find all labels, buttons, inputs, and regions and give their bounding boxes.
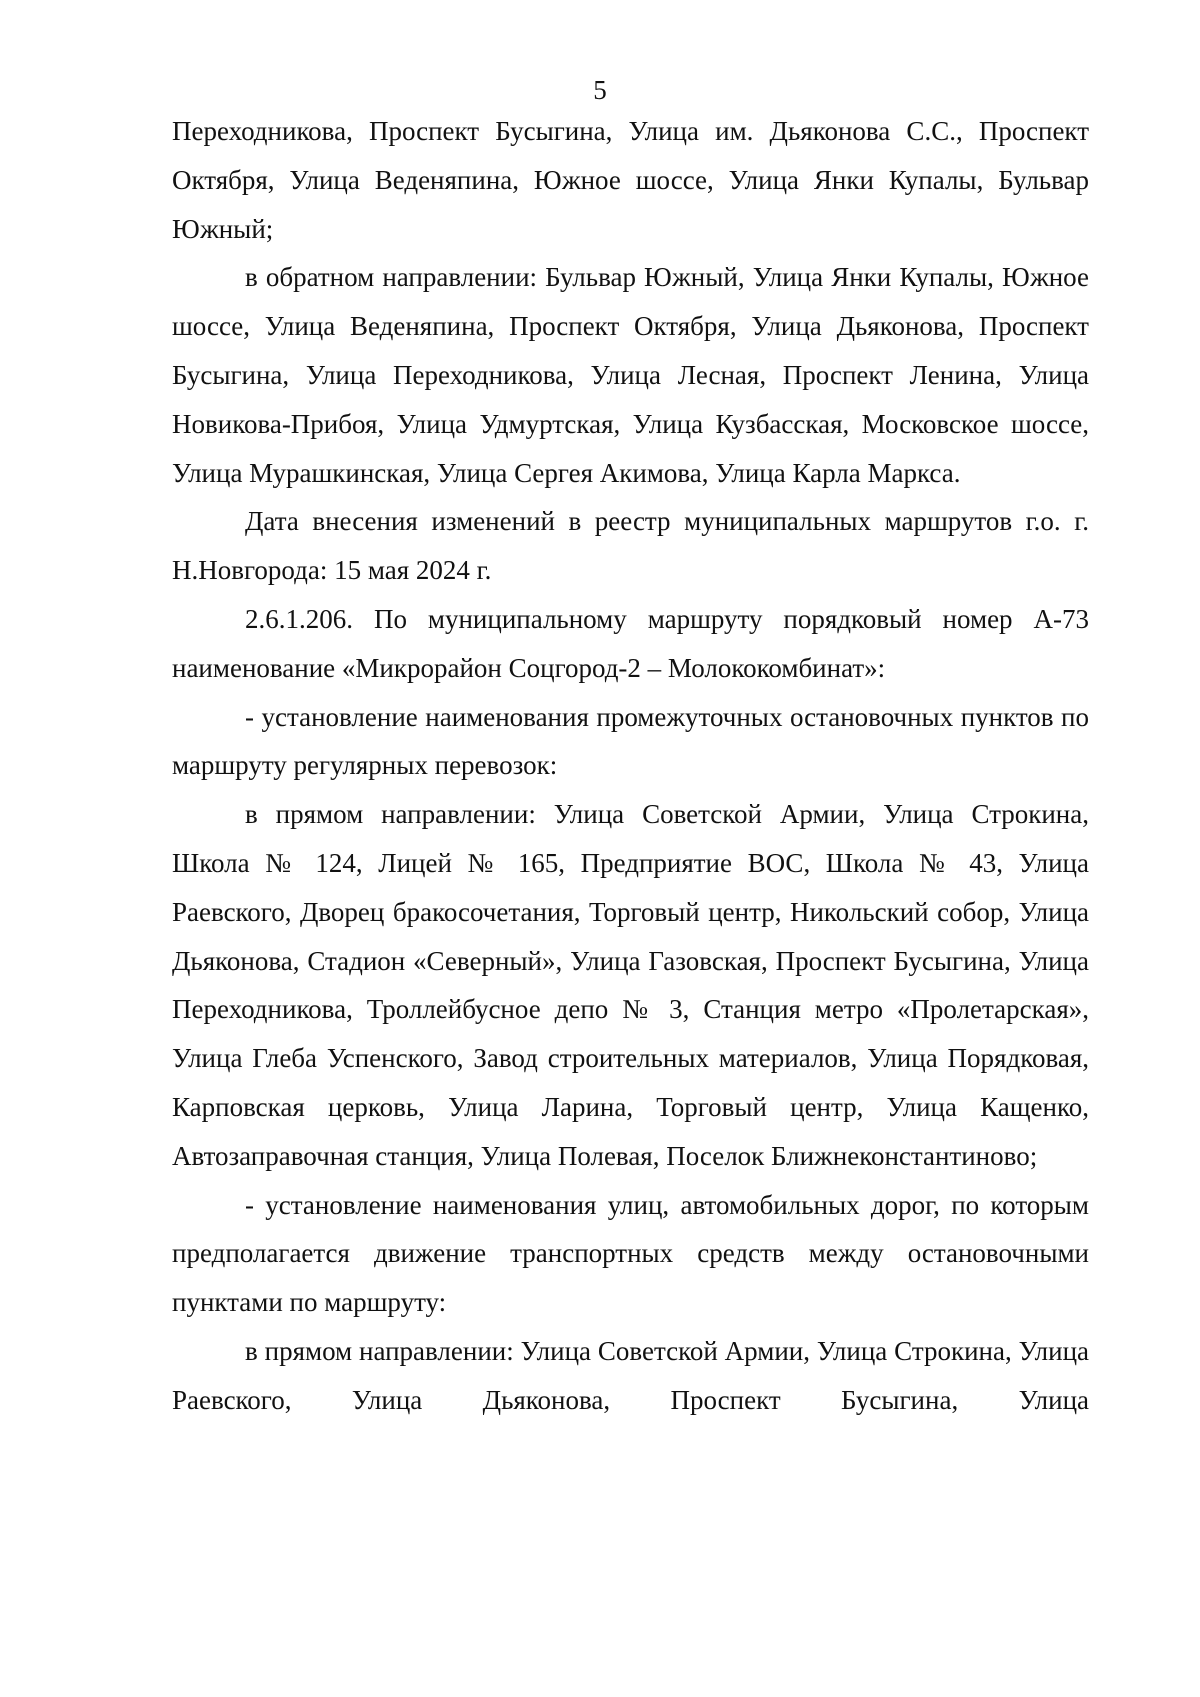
paragraph: Переходникова, Проспект Бусыгина, Улица им. Дьяконова С.С., Проспект Октября, Улица Веденяпина, Южное шоссе, Улица Янки Купалы, Бульвар Южный; (172, 116, 1089, 244)
paragraph: Дата внесения изменений в реестр муниципальных маршрутов г.о. г. Н.Новгорода: 15 мая 2024 г. (172, 506, 1089, 586)
page-number: 5 (593, 75, 607, 105)
paragraph: в обратном направлении: Бульвар Южный, Улица Янки Купалы, Южное шоссе, Улица Веденяпина, Проспект Октября, Улица Дьяконова, Проспект Бусыгина, Улица Переходникова, Улица Лесная, Проспект Ленина, Улица Новикова-Прибоя, Улица Удмуртская, Улица Кузбасская, Московское шоссе, Улица Мурашкинская, Улица Сергея Акимова, Улица Карла Маркса. (172, 262, 1089, 488)
paragraph: в прямом направлении: Улица Советской Армии, Улица Строкина, Улица Раевского, Улица Дьяконова, Проспект Бусыгина, Улица (172, 1335, 1089, 1415)
paragraph: - установление наименования улиц, автомобильных дорог, по которым предполагается движение транспортных средств между остановочными пунктами по маршруту: (172, 1189, 1089, 1318)
document-body (172, 107, 1089, 1425)
paragraph: 2.6.1.206. По муниципальному маршруту порядковый номер А-73 наименование «Микрорайон Соцгород-2 – Молококомбинат»: (172, 603, 1089, 683)
paragraph: в прямом направлении: Улица Советской Армии, Улица Строкина, Школа № 124, Лицей № 165, Предприятие ВОС, Школа № 43, Улица Раевского, Дворец бракосочетания, Торговый центр, Никольский собор, Улица Дьяконова, Стадион «Северный», Улица Газовская, Проспект Бусыгина, Улица Переходникова, Троллейбусное депо № 3, Станция метро «Пролетарская», Улица Глеба Успенского, Завод строительных материалов, Улица Порядковая, Карповская церковь, Улица Ларина, Торговый центр, Улица Кащенко, Автозаправочная станция, Улица Полевая, Поселок Ближнеконстантиново; (172, 799, 1089, 1171)
paragraph: - установление наименования промежуточных остановочных пунктов по маршруту регулярных перевозок: (172, 701, 1089, 781)
